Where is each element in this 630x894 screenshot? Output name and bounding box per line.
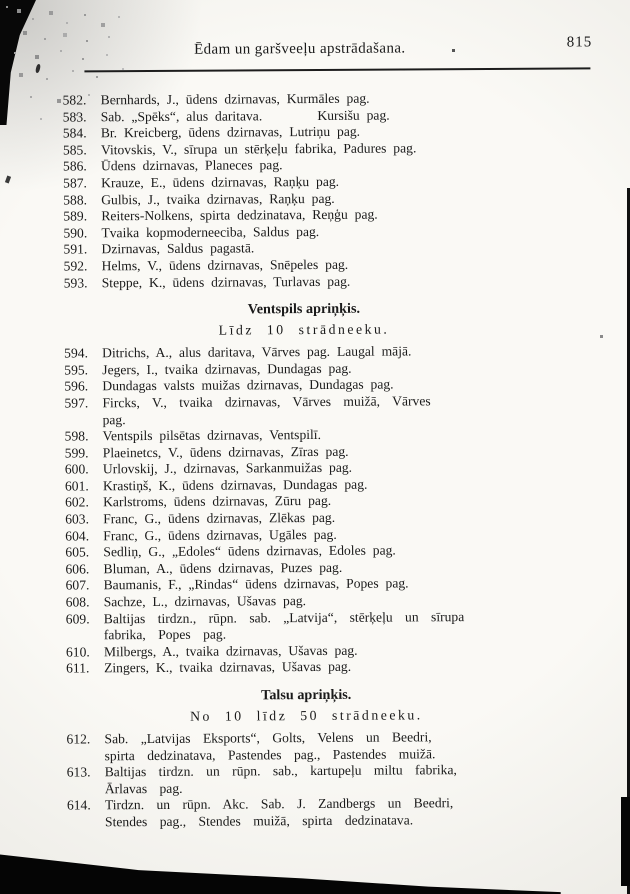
entry-text: Tirdzn. un rūpn. Akc. Sab. J. Zandbergs un Beedri, Stendes pag., Stendes muižā, spirta dedzinatava. bbox=[104, 795, 454, 830]
directory-entry bbox=[67, 761, 597, 797]
entry-number: 598. bbox=[64, 428, 89, 444]
entry-number: 613. bbox=[66, 764, 91, 780]
directory-entry bbox=[66, 728, 596, 764]
scan-noise-speckles bbox=[6, 6, 8, 8]
section-heading: Ventspils apriņķis. bbox=[247, 300, 361, 318]
entry-number: 602. bbox=[65, 494, 89, 511]
section-subheading: Līdz 10 strādneeku. bbox=[218, 321, 390, 338]
entry-text: Urlovskij, J., dzirnavas, Sarkanmuižas pag. bbox=[102, 460, 353, 477]
entry-number: 604. bbox=[65, 528, 90, 544]
entry-text: Dzirnavas, Saldus pagastā. bbox=[101, 240, 255, 257]
entry-number: 606. bbox=[65, 561, 90, 577]
entry-text: Krauze, E., ūdens dzirnavas, Raņķu pag. bbox=[101, 173, 340, 191]
section-subheading: No 10 līdz 50 strādneeku. bbox=[189, 707, 423, 724]
entry-text: Baumanis, F., „Rindas“ ūdens dzirnavas, Popes pag. bbox=[103, 575, 409, 593]
entry-text: Krastiņš, K., ūdens dzirnavas, Dundagas pag. bbox=[102, 476, 368, 494]
entry-text: Ditrichs, A., alus daritava, Vārves pag. Laugal mājā. bbox=[102, 343, 412, 361]
entry-number: 585. bbox=[62, 142, 87, 158]
entry-text: Steppe, K., ūdens dzirnavas, Turlavas pag. bbox=[101, 273, 351, 290]
entry-number: 584. bbox=[62, 125, 87, 141]
entry-text: Ventspils pilsētas dzirnavas, Ventspilī. bbox=[102, 427, 321, 444]
entry-number: 611. bbox=[66, 660, 90, 676]
page-number: 815 bbox=[566, 34, 593, 51]
entry-number: 595. bbox=[64, 362, 89, 378]
directory-entry bbox=[67, 795, 597, 831]
entry-text: Milbergs, A., tvaika dzirnavas, Ušavas pag. bbox=[103, 642, 358, 660]
entry-text: Sedliņ, G., „Edoles“ ūdens dzirnavas, Edoles pag. bbox=[103, 542, 396, 560]
entry-text: Sachze, L., dzirnavas, Ušavas pag. bbox=[103, 593, 307, 610]
entry-text: Reiters-Nolkens, spirta dedzinatava, Reņģu pag. bbox=[101, 206, 378, 224]
entry-text: Gulbis, J., tvaika dzirnavas, Raņķu pag. bbox=[101, 190, 335, 207]
scan-artifact-speck bbox=[452, 49, 455, 52]
entry-number: 605. bbox=[65, 544, 90, 560]
entry-text: Jegers, I., tvaika dzirnavas, Dundagas pag. bbox=[102, 360, 352, 378]
entry-text: Sab. „Spēks“, alus daritava. Kursišu pag. bbox=[100, 107, 390, 124]
entry-number: 601. bbox=[64, 478, 89, 494]
entry-number: 614. bbox=[66, 797, 91, 813]
entry-text: Sab. „Latvijas Eksports“, Golts, Velens un Beedri, spirta dedzinatava, Pastendes pag., Pastendes muižā. bbox=[104, 729, 436, 763]
entry-number: 607. bbox=[65, 577, 90, 593]
entry-text: Plaeinetcs, V., ūdens dzirnavas, Zīras pag. bbox=[102, 443, 349, 460]
entry-number: 583. bbox=[62, 108, 87, 125]
entry-text: Franc, G., ūdens dzirnavas, Zlēkas pag. bbox=[103, 509, 336, 527]
scan-artifact-bottom-wedge bbox=[0, 848, 630, 894]
directory-entry bbox=[64, 392, 594, 428]
scan-artifact-speck bbox=[600, 335, 603, 338]
entry-number: 609. bbox=[65, 611, 90, 627]
scan-artifact-right-bar bbox=[621, 797, 630, 886]
entry-number: 582. bbox=[62, 92, 87, 108]
entry-text: Karlstroms, ūdens dzirnavas, Zūru pag. bbox=[103, 493, 332, 510]
entry-text: Ūdens dzirnavas, Planeces pag. bbox=[100, 157, 283, 174]
entry-text: Tvaika kopmoderneeciba, Saldus pag. bbox=[101, 223, 320, 241]
entry-number: 589. bbox=[63, 208, 88, 224]
section-heading: Talsu apriņķis. bbox=[261, 686, 352, 704]
entry-number: 597. bbox=[64, 395, 89, 411]
entry-number: 608. bbox=[65, 594, 90, 610]
entry-text: Br. Kreicberg, ūdens dzirnavas, Lutriņu pag. bbox=[100, 123, 361, 141]
page-title: Ēdam un garšveeļu apstrādašana. bbox=[194, 40, 406, 58]
entry-text: Baltijas tirdzn., rūpn. sab. „Latvija“, stērķeļu un sīrupa fabrika, Popes pag. bbox=[103, 608, 465, 643]
entry-text: Baltijas tirdzn. un rūpn. sab., kartupeļu miltu fabrika, Ārlavas pag. bbox=[104, 762, 457, 797]
directory-entry bbox=[66, 658, 596, 678]
entry-number: 591. bbox=[63, 241, 88, 257]
entry-text: Dundagas valsts muižas dzirnavas, Dundagas pag. bbox=[102, 376, 394, 394]
entry-text: Fircks, V., tvaika dzirnavas, Vārves muižā, Vārves pag. bbox=[102, 393, 431, 427]
entry-number: 610. bbox=[65, 644, 90, 660]
entry-number: 599. bbox=[64, 445, 89, 461]
entry-text: Franc, G., ūdens dzirnavas, Ugāles pag. bbox=[103, 526, 337, 543]
directory-entry bbox=[66, 608, 596, 644]
entry-number: 588. bbox=[63, 191, 88, 208]
entry-text: Bernhards, J., ūdens dzirnavas, Kurmāles pag. bbox=[100, 90, 370, 108]
header-rule bbox=[84, 67, 590, 72]
entry-number: 586. bbox=[62, 158, 87, 174]
entry-text: Zingers, K., tvaika dzirnavas, Ušavas pag. bbox=[104, 659, 352, 676]
entry-number: 593. bbox=[63, 274, 88, 291]
entry-text: Bluman, A., ūdens dzirnavas, Puzes pag. bbox=[103, 559, 343, 577]
entry-text: Vitovskis, V., sīrupa un stērķeļu fabrika, Padures pag. bbox=[100, 140, 417, 158]
entry-number: 600. bbox=[64, 461, 89, 477]
entry-number: 612. bbox=[66, 731, 91, 747]
entry-number: 587. bbox=[63, 175, 87, 191]
page-header bbox=[62, 34, 593, 63]
entry-number: 594. bbox=[64, 345, 88, 361]
entry-number: 590. bbox=[63, 225, 88, 241]
directory-list bbox=[63, 89, 598, 831]
directory-entry bbox=[64, 272, 594, 292]
entry-number: 603. bbox=[65, 511, 90, 527]
entry-number: 596. bbox=[64, 378, 89, 394]
entry-number: 592. bbox=[63, 258, 88, 274]
entry-text: Helms, V., ūdens dzirnavas, Snēpeles pag. bbox=[101, 256, 349, 274]
